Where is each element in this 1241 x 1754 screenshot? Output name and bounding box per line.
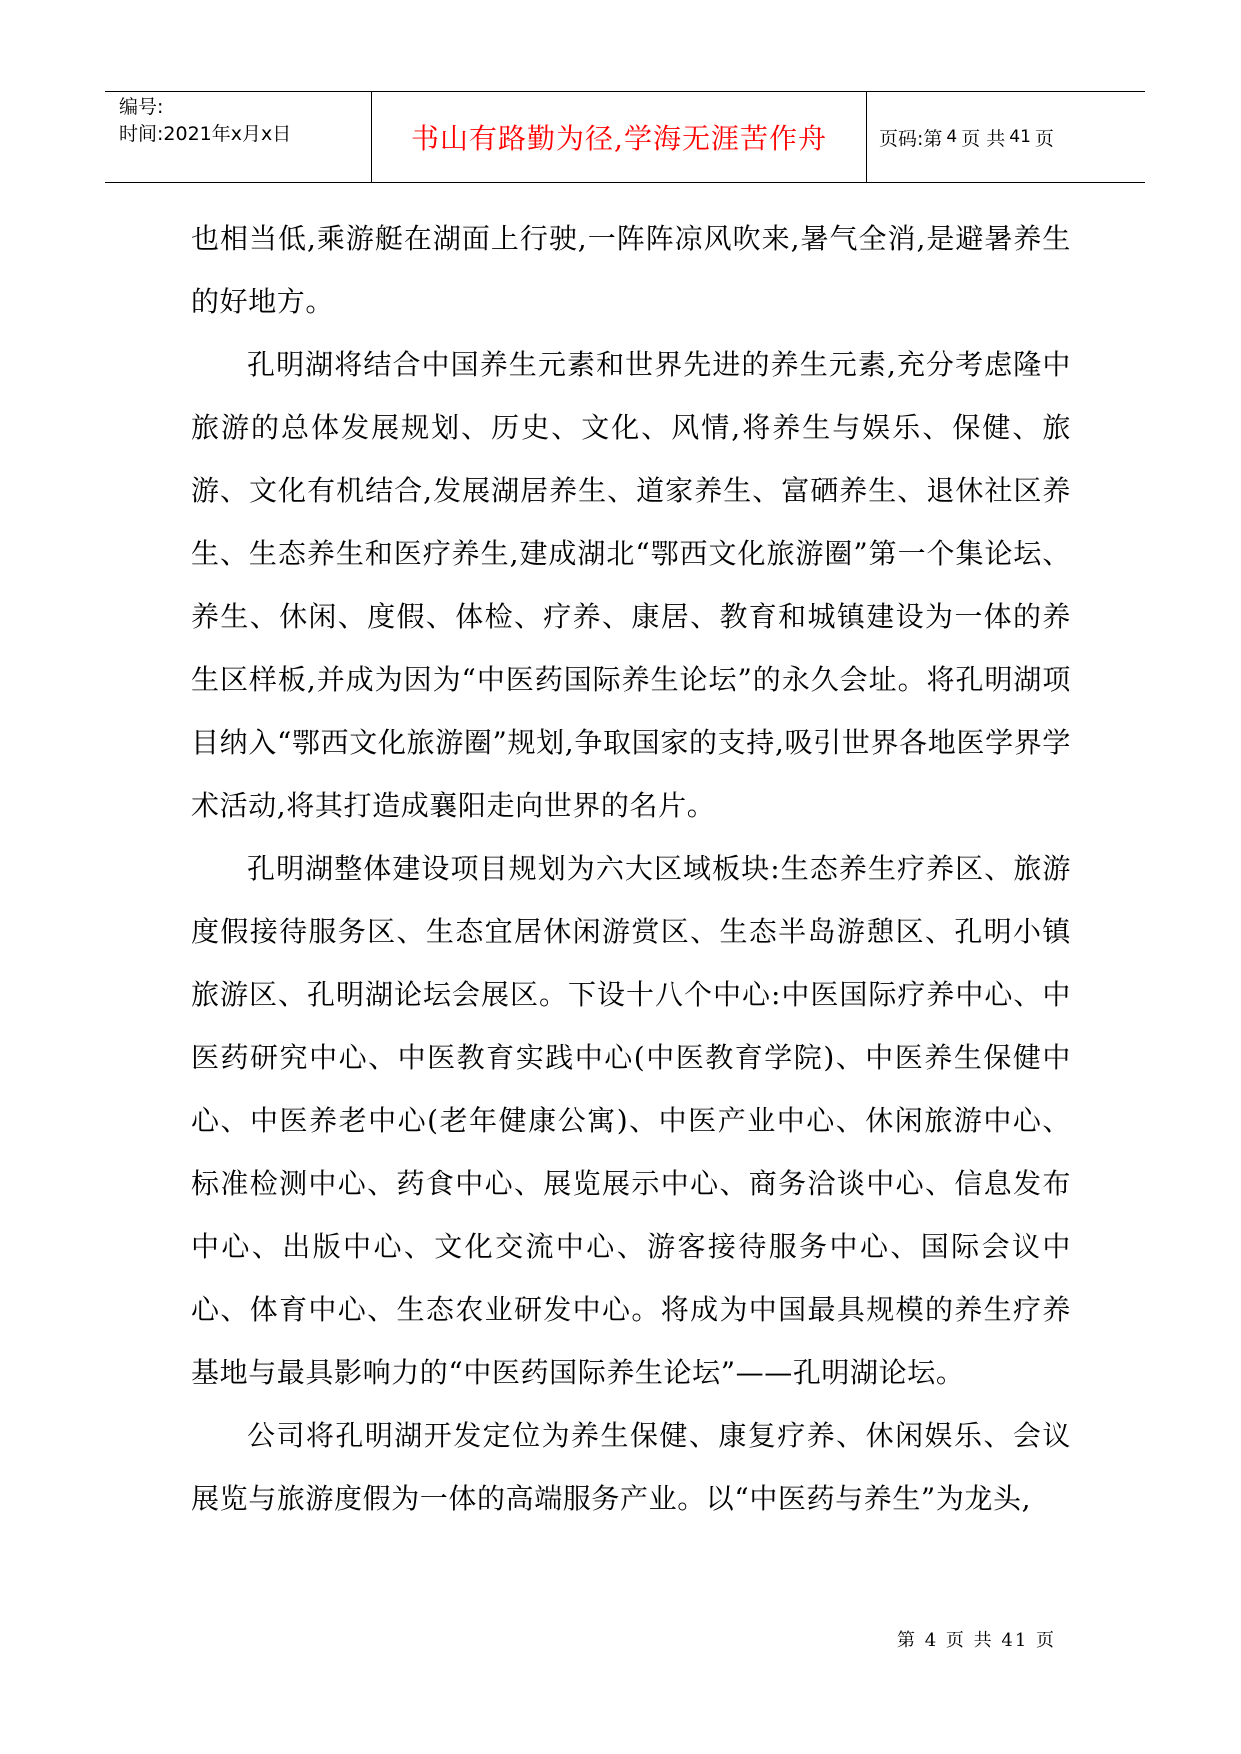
- header-page-code: [867, 92, 1145, 182]
- page-footer: 第 4 页 共 41 页: [897, 1630, 1056, 1651]
- paragraph-continued: 也相当低,乘游艇在湖面上行驶,一阵阵凉风吹来,暑气全消,是避暑养生的好地方。: [191, 222, 1071, 318]
- serial-label: 编号:: [119, 96, 164, 118]
- paragraph: 孔明湖整体建设项目规划为六大区域板块:生态养生疗养区、旅游度假接待服务区、生态宜居休闲游赏区、生态半岛游憩区、孔明小镇旅游区、孔明湖论坛会展区。下设十八个中心:中医国际疗养中心、中医药研究中心、中医教育实践中心(中医教育学院)、中医养生保健中心、中医养老中心(老年健康公寓)、中医产业中心、休闲旅游中心、标准检测中心、药食中心、展览展示中心、商务洽谈中心、信息发布中心、出版中心、文化交流中心、游客接待服务中心、国际会议中心、体育中心、生态农业研发中心。将成为中国最具规模的养生疗养基地与最具影响力的“中医药国际养生论坛”——孔明湖论坛。: [191, 852, 1071, 1389]
- page-code-current: 4: [946, 127, 958, 147]
- page-code-total: 41: [1009, 127, 1031, 147]
- page-code-middle: 页 共: [961, 127, 1006, 150]
- page-code-suffix: 页: [1034, 127, 1054, 150]
- header-motto: 书山有路勤为径,学海无涯苦作舟: [411, 122, 827, 155]
- header-meta: [105, 92, 372, 182]
- time-label: 时间:2021年x月x日: [119, 123, 292, 145]
- document-header: [105, 91, 1145, 183]
- header-motto-cell: [372, 92, 867, 182]
- document-body: [191, 207, 1071, 1530]
- paragraph: 孔明湖将结合中国养生元素和世界先进的养生元素,充分考虑隆中旅游的总体发展规划、历史、文化、风情,将养生与娱乐、保健、旅游、文化有机结合,发展湖居养生、道家养生、富硒养生、退休社区养生、生态养生和医疗养生,建成湖北“鄂西文化旅游圈”第一个集论坛、养生、休闲、度假、体检、疗养、康居、教育和城镇建设为一体的养生区样板,并成为因为“中医药国际养生论坛”的永久会址。将孔明湖项目纳入“鄂西文化旅游圈”规划,争取国家的支持,吸引世界各地医学界学术活动,将其打造成襄阳走向世界的名片。: [191, 348, 1071, 822]
- paragraph: 公司将孔明湖开发定位为养生保健、康复疗养、休闲娱乐、会议展览与旅游度假为一体的高端服务产业。以“中医药与养生”为龙头,: [191, 1419, 1071, 1515]
- page-code-prefix: 页码:第: [879, 127, 943, 150]
